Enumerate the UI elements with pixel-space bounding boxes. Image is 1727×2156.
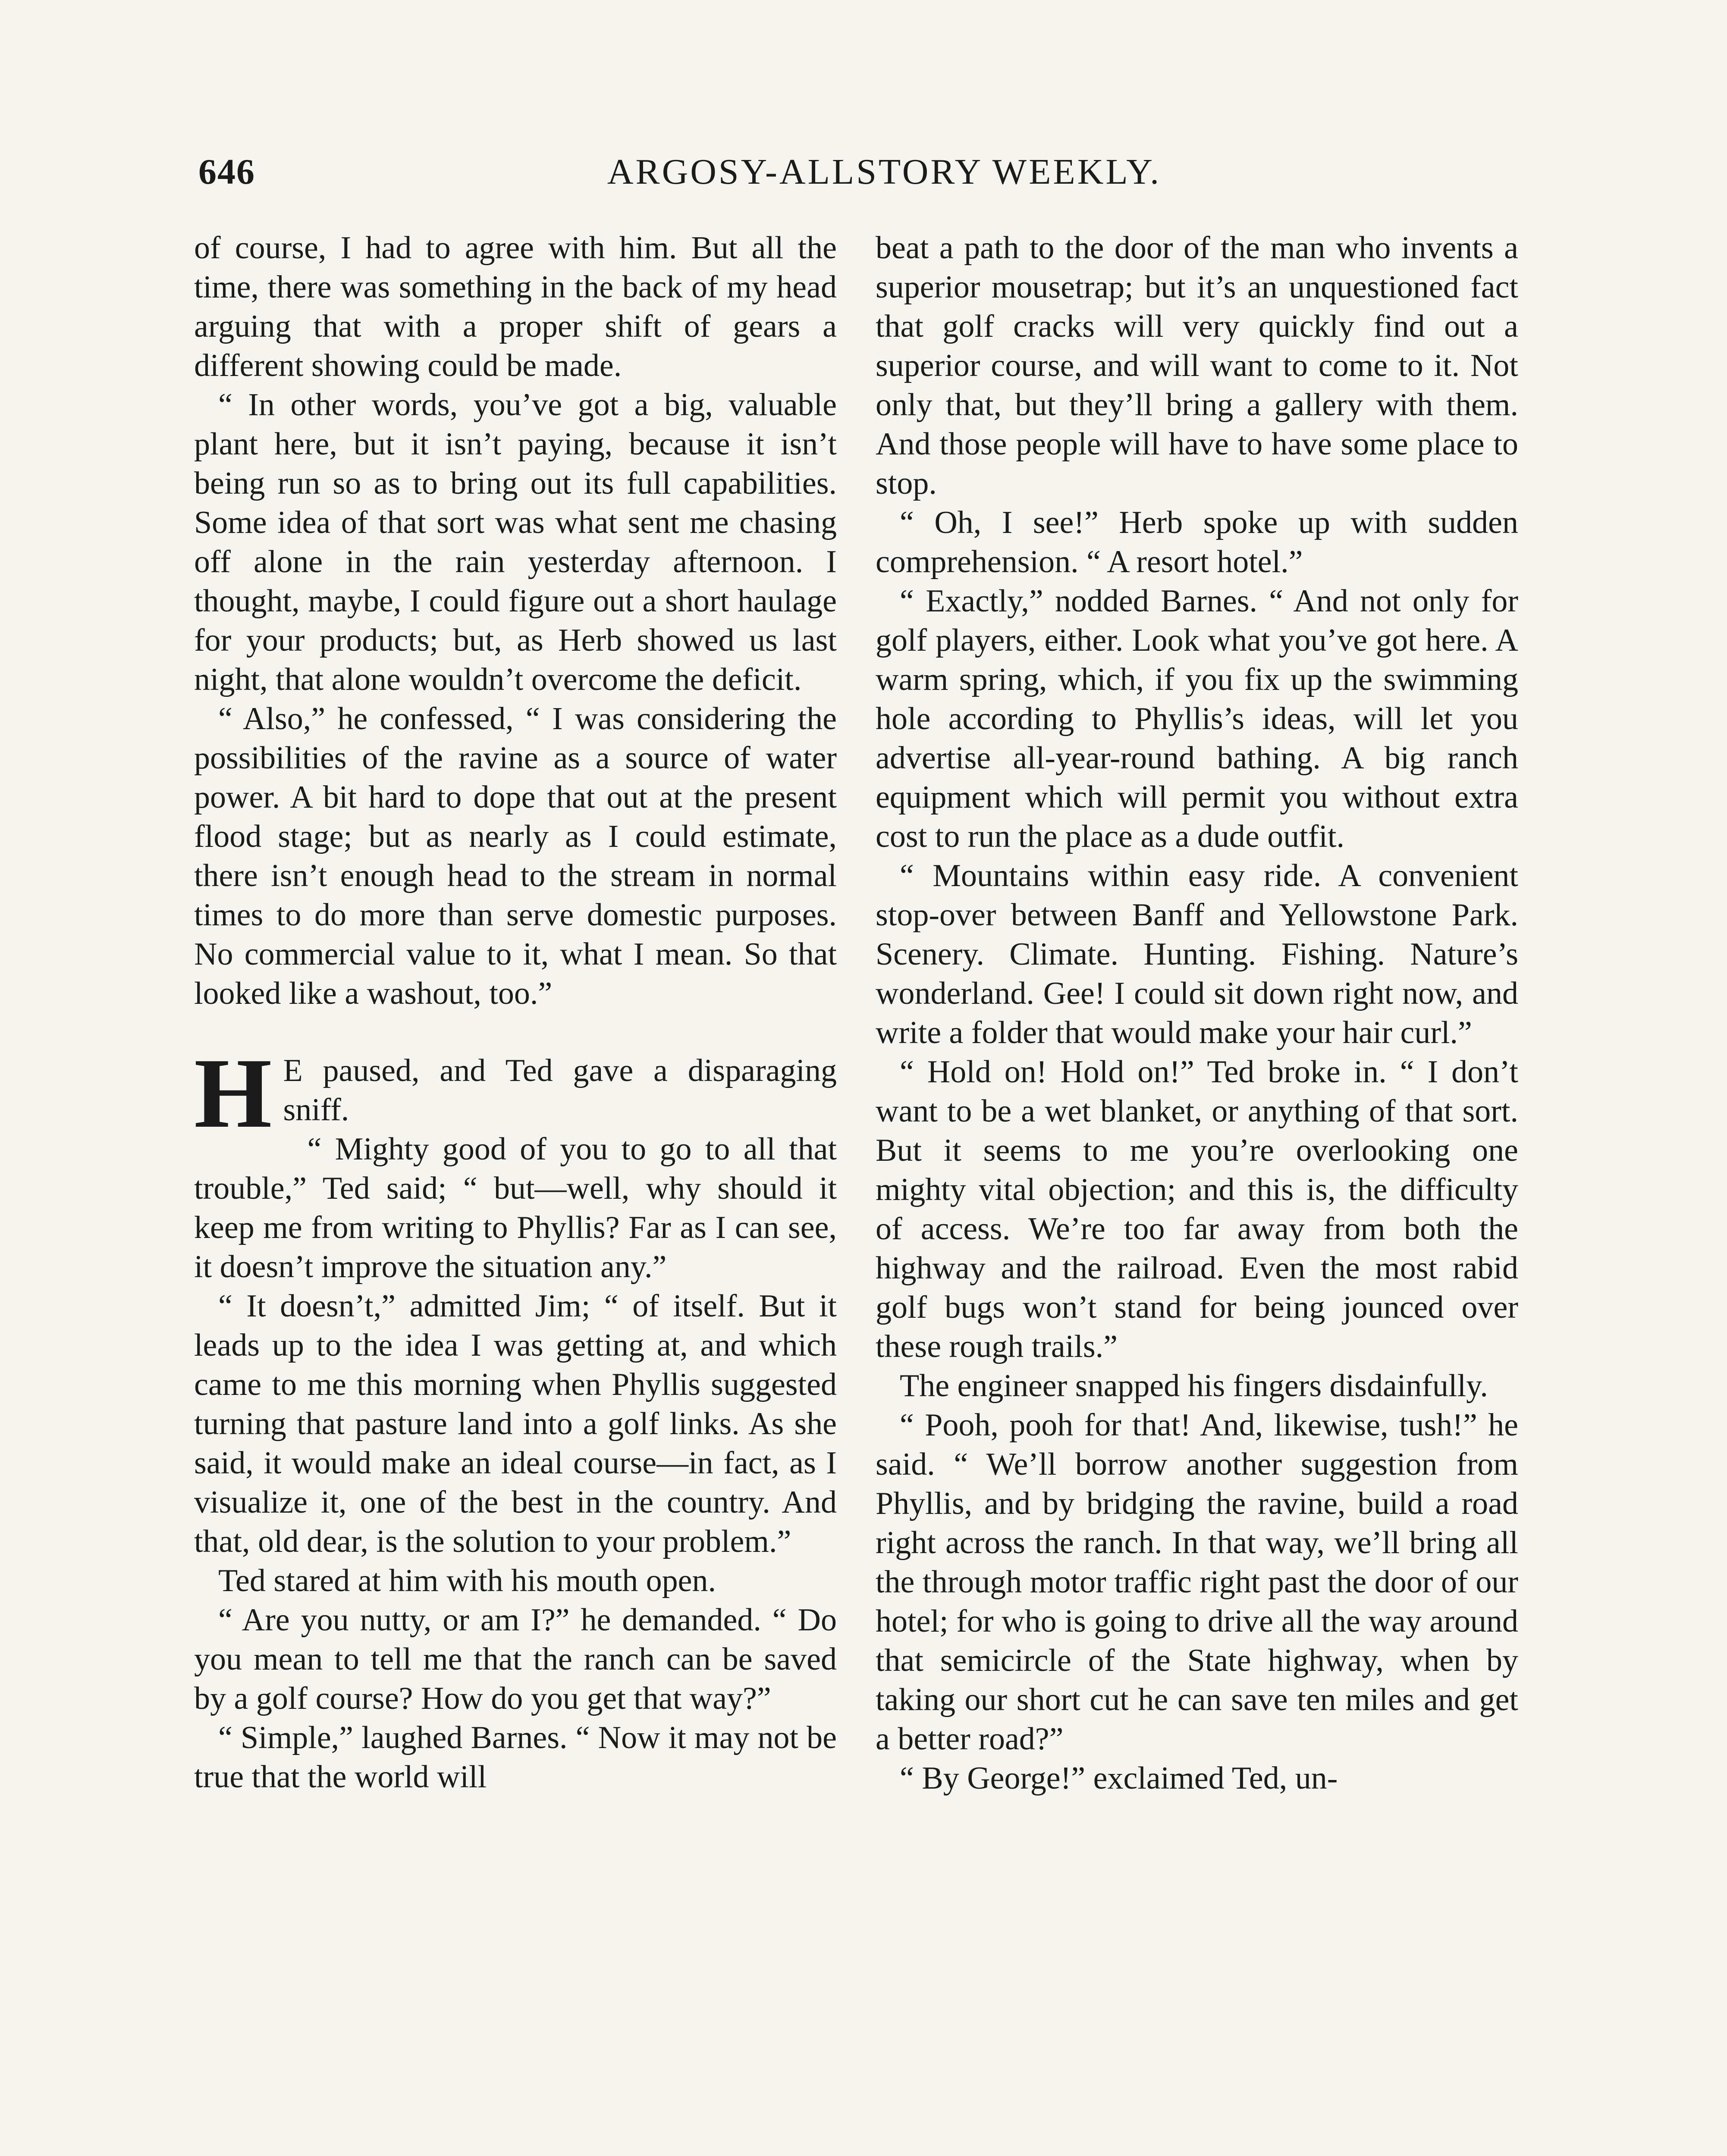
paragraph: “ Hold on! Hold on!” Ted broke in. “ I don’t want to be a wet blanket, or anything of that sort. But it seems to me you’re overlooking one mighty vital objection; and this is, the difficulty of access. We’re too far away from both the highway and the railroad. Even the most rabid golf bugs won’t stand for being jounced over these rough trails.”	[876, 1054, 1518, 1364]
paragraph-text: E paused, and Ted gave a disparaging sniff.	[283, 1053, 837, 1128]
paragraph: “ In other words, you’ve got a big, valuable plant here, but it isn’t paying, because it isn’t being run so as to bring out its full capabilities. Some idea of that sort was what sent me chasing off alone in the rain yesterday afternoon. I thought, maybe, I could figure out a short haulage for your products; but, as Herb showed us last night, that alone wouldn’t overcome the deficit.	[194, 387, 837, 697]
paragraph: “ It doesn’t,” admitted Jim; “ of itself. But it leads up to the idea I was getting at, and which came to me this morning when Phyllis suggested turning that pasture land into a golf links. As she said, it would make an ideal course—in fact, as I visualize it, one of the best in the country. And that, old dear, is the solution to your problem.”	[194, 1288, 837, 1559]
paragraph: of course, I had to agree with him. But all the time, there was something in the back of my head arguing that with a proper shift of gears a different showing could be made.	[194, 230, 837, 383]
page-number: 646	[198, 152, 255, 192]
paragraph: “ By George!” exclaimed Ted, un-	[900, 1761, 1338, 1796]
paragraph: “ Simple,” laughed Barnes. “ Now it may not be true that the world will	[194, 1720, 837, 1795]
paragraph: “ Pooh, pooh for that! And, likewise, tush!” he said. “ We’ll borrow another suggestion from Phyllis, and by bridging the ravine, build a road right across the ranch. In that way, we’ll bring all the through motor traffic right past the door of our hotel; for who is going to drive all the way around that semicircle of the State highway, when by taking our short cut he can save ten miles and get a better road?”	[876, 1407, 1518, 1757]
paragraph: “ Mighty good of you to go to all that trouble,” Ted said; “ but—well, why should it keep me from writing to Phyllis? Far as I can see, it doesn’t improve the situation any.”	[194, 1131, 837, 1285]
left-column	[194, 229, 837, 1797]
paragraph: “ Oh, I see!” Herb spoke up with sudden comprehension. “ A resort hotel.”	[876, 505, 1518, 580]
section-opening-paragraph	[194, 1038, 837, 1149]
running-head: ARGOSY-ALLSTORY WEEKLY.	[607, 152, 1162, 192]
drop-cap: H	[194, 1038, 272, 1149]
paragraph: “ Also,” he confessed, “ I was considering the possibilities of the ravine as a source of water power. A bit hard to dope that out at the present flood stage; but as nearly as I could estimate, there isn’t enough head to the stream in normal times to do more than serve domestic purposes. No commercial value to it, what I mean. So that looked like a washout, too.”	[194, 701, 837, 1011]
right-column	[876, 229, 1518, 1798]
paragraph: “ Exactly,” nodded Barnes. “ And not only for golf players, either. Look what you’ve got here. A warm spring, which, if you fix up the swimming hole according to Phyllis’s ideas, will let you advertise all-year-round bathing. A big ranch equipment which will permit you without extra cost to run the place as a dude outfit.	[876, 583, 1518, 854]
paragraph: Ted stared at him with his mouth open.	[218, 1563, 716, 1598]
paragraph: beat a path to the door of the man who invents a superior mousetrap; but it’s an unquestioned fact that golf cracks will very quickly find out a superior course, and will want to come to it. Not only that, but they’ll bring a gallery with them. And those people will have to have some place to stop.	[876, 230, 1518, 501]
paragraph: “ Mountains within easy ride. A convenient stop-over between Banff and Yellowstone Park. Scenery. Climate. Hunting. Fishing. Nature’s wonderland. Gee! I could sit down right now, and write a folder that would make your hair curl.”	[876, 858, 1518, 1050]
paragraph: “ Are you nutty, or am I?” he demanded. “ Do you mean to tell me that the ranch can be saved by a golf course? How do you get that way?”	[194, 1602, 837, 1716]
paragraph: The engineer snapped his fingers disdainfully.	[900, 1368, 1488, 1404]
